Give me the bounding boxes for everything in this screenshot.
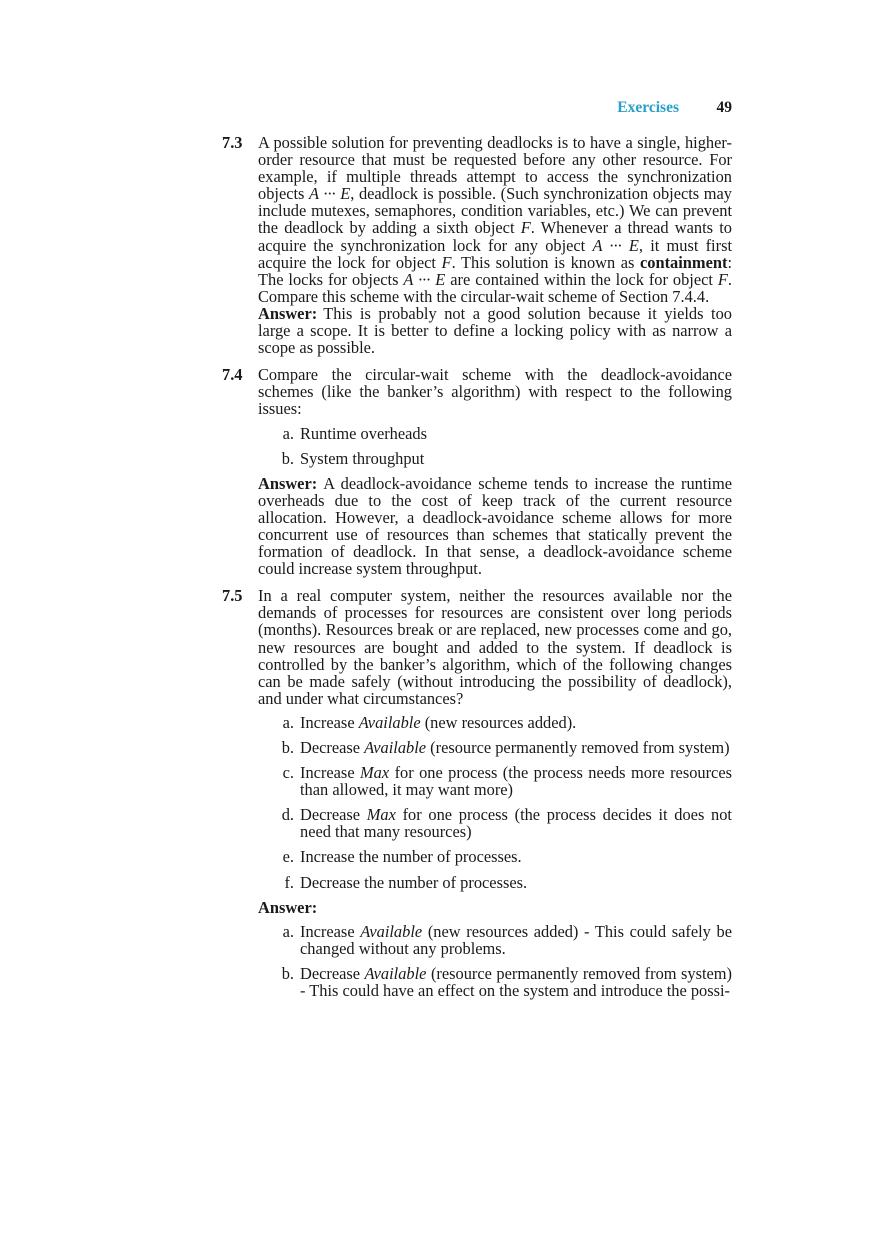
list-item-text: (new resources added). [420,712,577,732]
answer-emphasis: Available [360,921,423,941]
list-item [258,874,732,891]
issue-list [258,425,732,467]
list-marker: d. [281,805,294,825]
list-item-emphasis: Max [366,805,396,825]
change-list [258,714,732,891]
question-text: . Whenever a thread wants to acquire the synchronization lock for any object [258,218,732,255]
list-item-text: Decrease [300,805,367,825]
exercise-7-4 [222,366,732,577]
list-marker: e. [282,847,294,867]
math-var: F [441,252,452,272]
list-marker: a. [282,921,294,941]
list-marker: f. [284,872,294,892]
exercise-answer [258,475,732,578]
list-item-emphasis: Available [358,712,421,732]
page-body [222,134,732,1009]
answer-text: This is probably not a good solution because it yields too large a scope. It is better to define a locking policy with as narrow a scope as possible. [258,303,732,358]
list-item-text: for one process (the process needs more resources than allowed, it may want more) [300,763,732,800]
question-text: are contained within the lock for object [445,269,718,289]
list-marker: b. [281,738,294,757]
list-item [258,764,732,798]
answer-list [258,923,732,999]
exercise-question: In a real computer system, neither the resources available nor the demands of processes for resources are consistent over long periods (months). Resources break or are replaced, new processes come and go, new resources are bought and added to the system. If deadlock is controlled by the banker’s algorithm, which of the following changes can be made safely (without introducing the possibility of deadlock), and under what circumstances? [258,586,732,708]
list-marker: b. [281,963,294,983]
page-number: 49 [716,99,732,116]
answer-label: Answer: [258,473,318,493]
list-item-text: Increase [300,763,361,783]
answer-text: Decrease [300,963,365,983]
exercise-answer [258,305,732,356]
list-item-text: Decrease the number of processes. [300,872,528,892]
list-item [258,965,732,999]
running-header [0,99,880,121]
term-containment: containment [640,252,728,272]
answer-text: (resource permanently removed from system) - This could have an effect on the system and introduce the possi- [300,963,732,1001]
answer-emphasis: Available [364,963,427,983]
exercise-7-3 [222,134,732,356]
list-item-emphasis: Available [364,738,427,757]
answer-text: Increase [300,921,361,941]
answer-label: Answer: [258,897,318,917]
list-item [258,450,732,467]
list-item [258,714,732,731]
list-item-text: Decrease [300,738,365,757]
exercise-number: 7.4 [222,365,243,385]
list-item-text: for one process (the process decides it does not need that many resources) [300,805,732,842]
header-section-title: Exercises [617,99,679,116]
list-item [258,923,732,957]
list-marker: c. [282,763,294,783]
exercise-question [258,134,732,305]
math-range: A ··· E [592,235,639,255]
exercise-7-5 [222,587,732,999]
exercise-number: 7.5 [222,586,243,606]
answer-text: (new resources added) - This could safely be changed without any problems. [300,921,732,958]
math-var: F [520,218,531,238]
list-item [258,806,732,840]
list-item-text: Increase [300,712,359,732]
exercise-question: Compare the circular-wait scheme with the deadlock-avoidance schemes (like the banker’s algorithm) with respect to the following issues: [258,365,732,419]
list-marker: a. [282,423,294,443]
question-text: , it must first acquire the lock for object [258,235,733,272]
math-var: F [717,269,728,289]
list-item-emphasis: Max [360,763,390,783]
question-text: . Compare this scheme with the circular-wait scheme of Section 7.4.4. [258,269,733,306]
answer-text: A deadlock-avoidance scheme tends to increase the runtime overheads due to the cost of keep track of the current resource allocation. However, a deadlock-avoidance scheme allows for more concurrent use of resources than schemes that statically prevent the formation of deadlock. In that sense, a deadlock-avoidance scheme could increase system throughput. [258,473,732,579]
list-item-text: System throughput [300,448,425,468]
answer-label: Answer: [258,303,318,323]
math-range: A ··· E [403,269,446,289]
exercise-number: 7.3 [222,133,243,152]
question-text: A possible solution for preventing deadlocks is to have a single, higher-order resource that must be requested before any other resource. For example, if multiple threads attempt to access the synchronization objects [258,133,732,204]
list-item-text: (resource permanently removed from system) [426,738,730,757]
list-marker: a. [282,712,294,732]
list-item [258,848,732,865]
list-item-text: Runtime overheads [300,423,427,443]
question-text: : The locks for objects [258,252,732,289]
list-marker: b. [281,448,294,468]
question-text: , deadlock is possible. (Such synchronization objects may include mutexes, semaphores, condition variables, etc.) We can prevent the deadlock by adding a sixth object [258,184,733,238]
list-item-text: Increase the number of processes. [300,847,522,867]
question-text: . This solution is known as [451,252,641,272]
math-range: A ··· E [309,184,351,204]
list-item [258,425,732,442]
list-item [258,739,732,756]
